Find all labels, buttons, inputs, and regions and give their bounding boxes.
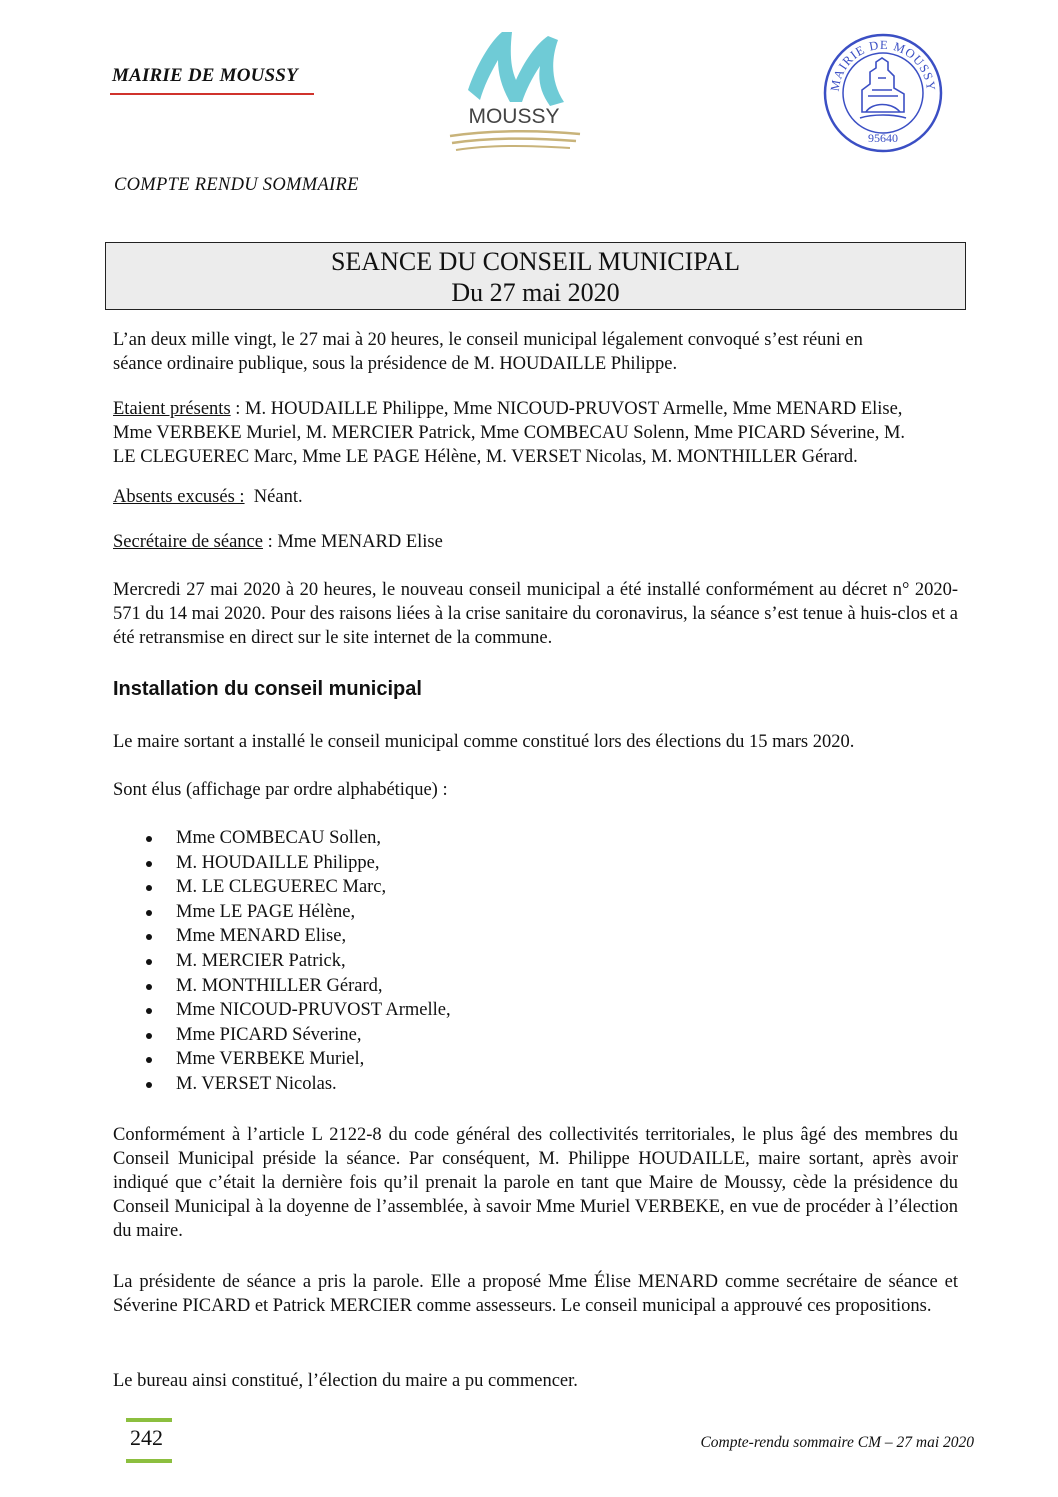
secretaire-line (113, 530, 958, 554)
list-item: Mme VERBEKE Muriel, (113, 1047, 451, 1072)
presents-line-2: Mme VERBEKE Muriel, M. MERCIER Patrick, Mme COMBECAU Solenn, Mme PICARD Séverine, M. (113, 423, 906, 443)
compte-rendu-label: COMPTE RENDU SOMMAIRE (114, 175, 359, 195)
list-item: Mme MENARD Elise, (113, 924, 451, 949)
bullet-icon (146, 984, 152, 990)
presents-line-1: : M. HOUDAILLE Philippe, Mme NICOUD-PRUVOST Armelle, Mme MENARD Elise, (230, 399, 903, 419)
seal-code: 95640 (868, 131, 898, 145)
installation-paragraph: Mercredi 27 mai 2020 à 20 heures, le nouveau conseil municipal a été installé conformément au décret n° 2020-571 du 14 mai 2020. Pour des raisons liées à la crise sanitaire du coronavirus, la séance s’est tenue à huis-clos et a été retransmise en direct sur le site internet de la commune. (113, 580, 958, 648)
title-line-1: SEANCE DU CONSEIL MUNICIPAL (330, 247, 741, 276)
logo-wave-2 (452, 139, 576, 143)
presents-paragraph (113, 397, 958, 469)
footer-text: Compte-rendu sommaire CM – 27 mai 2020 (700, 1434, 974, 1451)
list-item: M. MONTHILLER Gérard, (113, 974, 451, 999)
logo-wave-3 (456, 146, 570, 150)
section-heading: Installation du conseil municipal (113, 678, 422, 700)
bullet-icon (146, 836, 152, 842)
list-item: Mme NICOUD-PRUVOST Armelle, (113, 998, 451, 1023)
page-number: 242 (130, 1425, 163, 1450)
list-item: M. LE CLEGUEREC Marc, (113, 875, 451, 900)
list-item: Mme PICARD Séverine, (113, 1023, 451, 1048)
bullet-icon (146, 885, 152, 891)
bullet-icon (146, 1033, 152, 1039)
intro-line-1: L’an deux mille vingt, le 27 mai à 20 heures, le conseil municipal légalement convoqué s’est réuni en (113, 330, 863, 350)
bullet-icon (146, 1057, 152, 1063)
list-item: Mme LE PAGE Hélène, (113, 900, 451, 925)
presents-line-3: LE CLEGUEREC Marc, Mme LE PAGE Hélène, M. VERSET Nicolas, M. MONTHILLER Gérard. (113, 447, 858, 467)
seal-emblem (860, 58, 906, 118)
footer-bar-top (126, 1418, 172, 1422)
secretaire-value: : Mme MENARD Elise (262, 532, 443, 552)
bureau-paragraph: Le bureau ainsi constitué, l’élection du maire a pu commencer. (113, 1371, 578, 1391)
article-paragraph: Conformément à l’article L 2122-8 du code général des collectivités territoriales, le plus âgé des membres du Conseil Municipal préside la séance. Par conséquent, M. Philippe HOUDAILLE, maire sortant, après avoir indiqué que c’était la dernière fois qu’il prenait la parole en tant que Maire de Moussy, cède la présidence du Conseil Municipal à la doyenne de l’assemblée, à savoir Mme Muriel VERBEKE, en vue de procéder à l’élection du maire. (113, 1125, 958, 1241)
list-item: M. HOUDAILLE Philippe, (113, 851, 451, 876)
bullet-icon (146, 910, 152, 916)
logo-text: MOUSSY (468, 105, 560, 128)
intro-line-2: séance ordinaire publique, sous la présidence de M. HOUDAILLE Philippe. (113, 354, 678, 374)
list-item: Mme COMBECAU Sollen, (113, 826, 451, 851)
seal-text-arc: MAIRIE DE MOUSSY (827, 37, 939, 93)
presidente-paragraph: La présidente de séance a pris la parole. Elle a proposé Mme Élise MENARD comme secrétaire de séance et Séverine PICARD et Patrick MERCIER comme assesseurs. Le conseil municipal a approuvé ces propositions. (113, 1272, 958, 1316)
bullet-icon (146, 959, 152, 965)
seal-inner-ring (843, 53, 923, 133)
logo-m-shape (468, 32, 564, 106)
bullet-icon (146, 1008, 152, 1014)
intro-paragraph (113, 328, 958, 376)
sont-elus-line: Sont élus (affichage par ordre alphabétique) : (113, 780, 448, 800)
absents-line (113, 485, 958, 509)
mairie-underline (110, 93, 314, 95)
mairie-seal (822, 32, 944, 154)
absents-value: Néant. (244, 487, 303, 507)
footer-bar-bottom (126, 1459, 172, 1463)
bullet-icon (146, 934, 152, 940)
elus-list (113, 826, 451, 1097)
presents-label: Etaient présents (113, 399, 231, 419)
list-item: M. VERSET Nicolas. (113, 1072, 451, 1097)
mairie-title: MAIRIE DE MOUSSY (112, 65, 298, 86)
bullet-icon (146, 861, 152, 867)
moussy-logo (440, 22, 590, 156)
title-box (105, 242, 966, 310)
bullet-icon (146, 1082, 152, 1088)
absents-label: Absents excusés : (113, 487, 245, 507)
title-line-2: Du 27 mai 2020 (451, 278, 620, 307)
maire-sortant-paragraph: Le maire sortant a installé le conseil municipal comme constitué lors des élections du 15 mars 2020. (113, 732, 855, 752)
logo-wave-1 (450, 131, 580, 136)
list-item: M. MERCIER Patrick, (113, 949, 451, 974)
secretaire-label: Secrétaire de séance (113, 532, 263, 552)
